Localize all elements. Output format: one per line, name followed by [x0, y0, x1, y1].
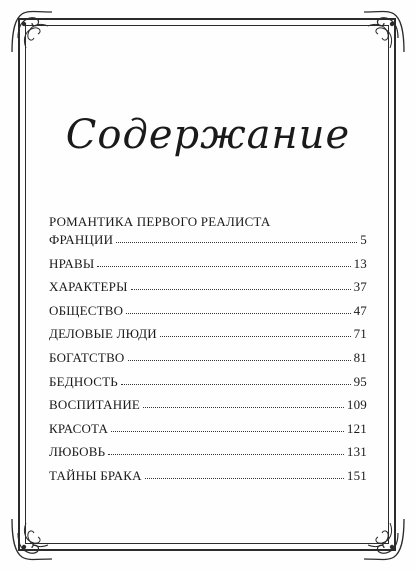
toc-entry[interactable]: [49, 229, 367, 247]
toc-entry-label: БЕДНОСТЬ: [49, 373, 118, 389]
toc-entry[interactable]: [49, 341, 367, 365]
toc-entry-page: 37: [353, 279, 367, 295]
toc-entry[interactable]: [49, 271, 367, 295]
dot-leader: [108, 454, 344, 455]
toc-entry-label: ФРАНЦИИ: [49, 232, 114, 247]
dot-leader: [160, 336, 351, 337]
toc-entry-label: КРАСОТА: [49, 420, 109, 436]
toc-entry[interactable]: [49, 294, 367, 318]
dot-leader: [145, 478, 344, 479]
toc-entry-page: 71: [353, 326, 367, 342]
dot-leader: [126, 313, 350, 314]
toc-entry-label: ЛЮБОВЬ: [49, 444, 106, 460]
toc-entry-page: 131: [346, 444, 367, 460]
toc-entry[interactable]: [49, 365, 367, 389]
toc-entry-label: БОГАТСТВО: [49, 349, 125, 365]
corner-ornament-icon: [360, 515, 408, 563]
dot-leader: [97, 266, 350, 267]
dot-leader: [128, 360, 351, 361]
toc-entry[interactable]: [49, 412, 367, 436]
dot-leader: [143, 407, 344, 408]
toc-entry-page: 121: [346, 420, 367, 436]
toc-entry-page: 13: [353, 255, 367, 271]
toc-entry[interactable]: [49, 318, 367, 342]
toc-entry-page: 5: [360, 232, 367, 247]
toc-entry-page: 109: [346, 397, 367, 413]
toc-entry-label: ВОСПИТАНИЕ: [49, 397, 141, 413]
toc-entry[interactable]: [49, 213, 367, 229]
toc-entry-label: ХАРАКТЕРЫ: [49, 279, 128, 295]
table-of-contents: [49, 213, 367, 483]
toc-entry-label: ОБЩЕСТВО: [49, 302, 124, 318]
dot-leader: [111, 431, 344, 432]
toc-entry-label: ДЕЛОВЫЕ ЛЮДИ: [49, 326, 157, 342]
dot-leader: [116, 242, 357, 243]
toc-entry-page: 47: [353, 302, 367, 318]
toc-entry-label: НРАВЫ: [49, 255, 95, 271]
toc-entry[interactable]: [49, 459, 367, 483]
corner-ornament-icon: [360, 8, 408, 56]
toc-entry[interactable]: [49, 389, 367, 413]
toc-entry[interactable]: [49, 436, 367, 460]
toc-entry-page: 81: [353, 349, 367, 365]
corner-ornament-icon: [8, 8, 56, 56]
toc-entry[interactable]: [49, 247, 367, 271]
dot-leader: [131, 289, 351, 290]
dot-leader: [121, 384, 351, 385]
page-title: Содержание: [65, 112, 351, 158]
toc-entry-label: РОМАНТИКА ПЕРВОГО РЕАЛИСТА: [49, 214, 271, 229]
corner-ornament-icon: [8, 515, 56, 563]
toc-entry-page: 95: [353, 373, 367, 389]
toc-entry-label: ТАЙНЫ БРАКА: [49, 467, 142, 483]
toc-entry-page: 151: [346, 467, 367, 483]
